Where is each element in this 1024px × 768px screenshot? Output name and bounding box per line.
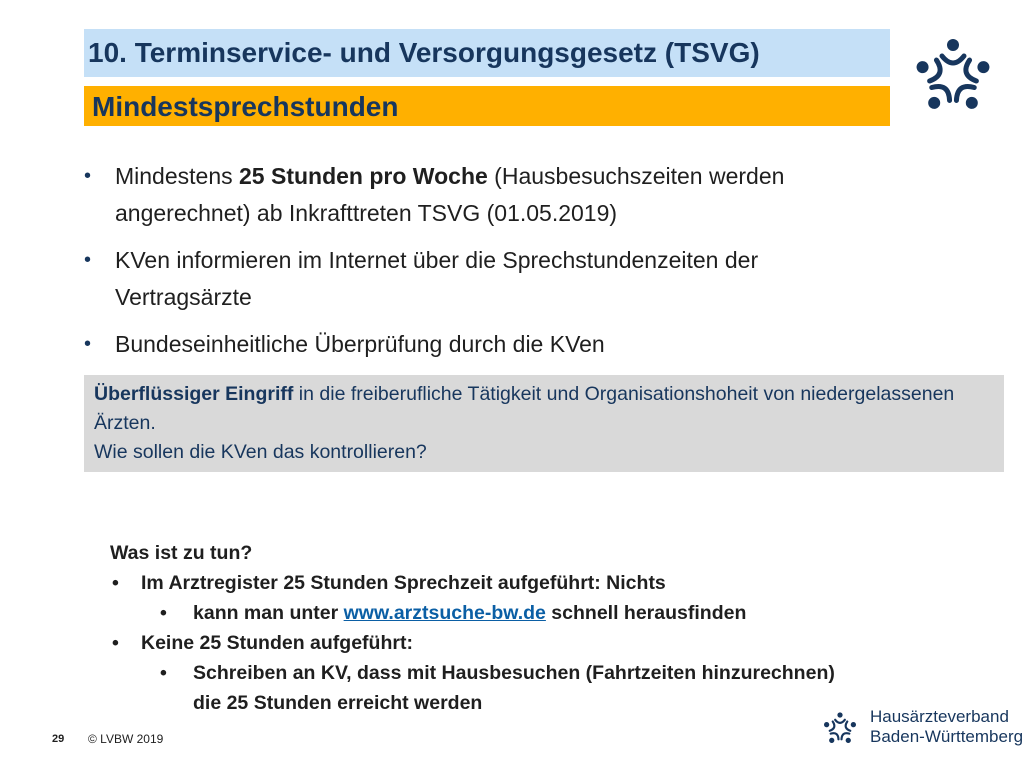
todo-subitem: • Schreiben an KV, dass mit Hausbesuchen (Fahrtzeiten hinzurechnen) (110, 658, 950, 688)
bullet-marker: • (160, 662, 167, 684)
bullet-list (84, 158, 884, 373)
bullet-emphasis: 25 Stunden pro Woche (239, 163, 488, 189)
bullet-marker: • (160, 602, 167, 624)
todo-item: • Im Arztregister 25 Stunden Sprechzeit aufgeführt: Nichts (110, 568, 950, 598)
bullet-item: • Bundeseinheitliche Überprüfung durch die KVen (84, 326, 884, 363)
notice-box: Überflüssiger Eingriff in die freiberufliche Tätigkeit und Organisationshoheit von niedergelassenen Ärzten. Wie sollen die KVen das kontrollieren? (84, 375, 1004, 472)
bullet-marker: • (112, 572, 119, 594)
todo-section (110, 538, 950, 718)
title-bar (84, 29, 890, 77)
bullet-marker: • (112, 632, 119, 654)
todo-item: • Keine 25 Stunden aufgeführt: (110, 628, 950, 658)
arztsuche-link[interactable]: www.arztsuche-bw.de (343, 602, 546, 624)
slide-subtitle: Mindestsprechstunden (92, 91, 399, 122)
subtitle-bar (84, 86, 890, 126)
bullet-marker: • (84, 333, 92, 355)
copyright: © LVBW 2019 (88, 732, 164, 746)
notice-question: Wie sollen die KVen das kontrollieren? (94, 441, 427, 463)
bullet-marker: • (84, 249, 92, 271)
bullet-item: • KVen informieren im Internet über die Sprechstundenzeiten der Vertragsärzte (84, 242, 884, 316)
todo-subitem: • kann man unter www.arztsuche-bw.de schnell herausfinden (110, 598, 950, 628)
todo-subitem-continuation: die 25 Stunden erreicht werden (193, 692, 483, 714)
todo-heading: Was ist zu tun? (110, 542, 253, 564)
page-number: 29 (52, 733, 65, 745)
hausaerzteverband-logo-icon (912, 36, 994, 118)
hausaerzteverband-logo-small-icon (822, 711, 858, 747)
bullet-marker: • (84, 165, 92, 187)
organization-name: Hausärzteverband Baden-Württemberg (870, 707, 1024, 746)
notice-emphasis: Überflüssiger Eingriff (94, 383, 294, 405)
slide-title: 10. Terminservice- und Versorgungsgesetz (TSVG) (88, 37, 760, 68)
bullet-item: • Mindestens 25 Stunden pro Woche (Hausbesuchszeiten werden angerechnet) ab Inkrafttreten TSVG (01.05.2019) (84, 158, 884, 232)
